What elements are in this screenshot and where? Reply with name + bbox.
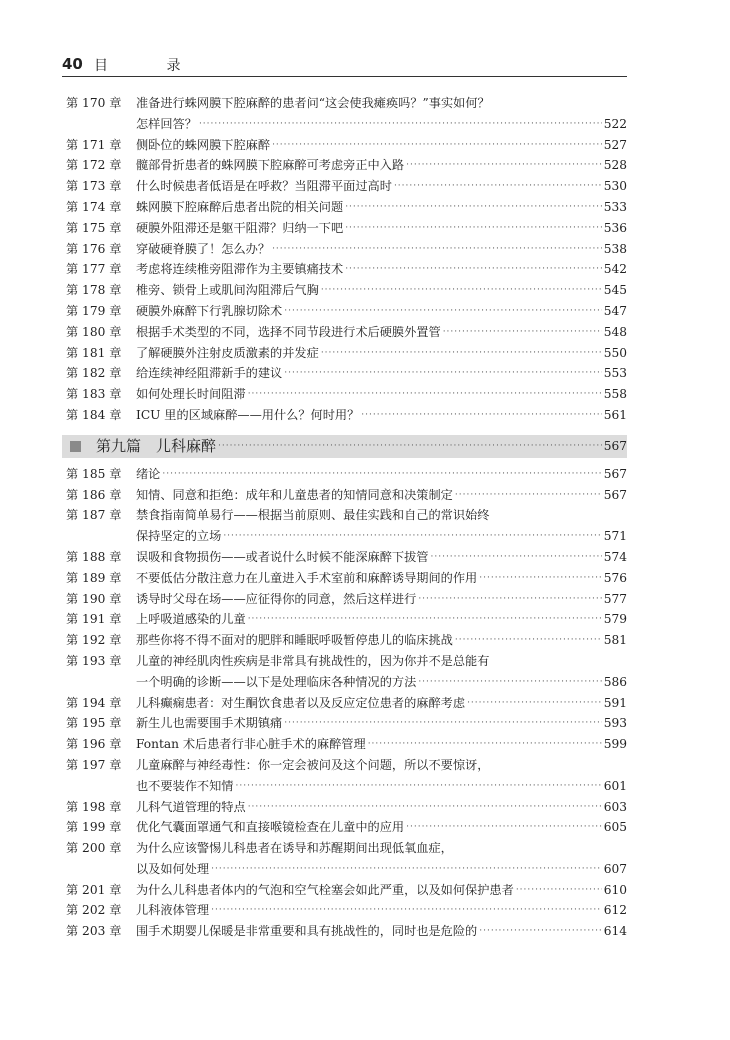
page-ref: 533 bbox=[603, 199, 627, 214]
chapter-number: 第 188 章 bbox=[66, 549, 122, 564]
page-ref: 601 bbox=[603, 778, 627, 793]
leader-dots bbox=[394, 176, 602, 197]
page-ref: 612 bbox=[603, 903, 627, 918]
chapter-title: 也不要装作不知情 bbox=[136, 778, 234, 793]
toc-entry[interactable] bbox=[62, 343, 627, 364]
chapter-title: 如何处理长时间阻滞 bbox=[136, 387, 246, 402]
chapter-number: 第 180 章 bbox=[66, 324, 122, 339]
leader-dots bbox=[211, 900, 602, 921]
chapter-number: 第 179 章 bbox=[66, 303, 122, 318]
toc-entry[interactable] bbox=[62, 651, 627, 672]
toc-entry[interactable] bbox=[62, 547, 627, 568]
chapter-number: 第 203 章 bbox=[66, 924, 122, 939]
chapter-title: 穿破硬脊膜了！怎么办？ bbox=[136, 241, 271, 256]
toc-entry[interactable] bbox=[62, 155, 627, 176]
chapter-title: 诱导时父母在场——应征得你的同意，然后这样进行 bbox=[136, 591, 417, 606]
chapter-title: 怎样回答？ bbox=[136, 116, 197, 131]
leader-dots bbox=[455, 630, 602, 651]
leader-dots bbox=[199, 114, 602, 135]
toc-entry[interactable] bbox=[62, 900, 627, 921]
leader-dots bbox=[284, 363, 601, 384]
part-title: 第九篇 儿科麻醉 bbox=[96, 436, 217, 455]
leader-dots bbox=[211, 859, 602, 880]
chapter-title: 蛛网膜下腔麻醉后患者出院的相关问题 bbox=[136, 199, 344, 214]
page-ref: 553 bbox=[603, 366, 627, 381]
page-ref: 581 bbox=[603, 633, 627, 648]
page-ref: 536 bbox=[603, 220, 627, 235]
toc-entry[interactable] bbox=[62, 880, 627, 901]
toc-entry[interactable] bbox=[62, 93, 627, 114]
leader-dots bbox=[479, 568, 601, 589]
chapter-title: 儿科气道管理的特点 bbox=[136, 799, 246, 814]
leader-dots bbox=[418, 589, 601, 610]
table-of-contents bbox=[62, 93, 627, 942]
chapter-title: 根据手术类型的不同，选择不同节段进行术后硬膜外置管 bbox=[136, 324, 441, 339]
toc-entry[interactable] bbox=[62, 197, 627, 218]
leader-dots bbox=[284, 713, 601, 734]
chapter-title: 误吸和食物损伤——或者说什么时候不能深麻醉下拔管 bbox=[136, 549, 429, 564]
chapter-title: 儿科癫痫患者：对生酮饮食患者以及反应定位患者的麻醉考虑 bbox=[136, 695, 466, 710]
chapter-number: 第 183 章 bbox=[66, 387, 122, 402]
toc-entry[interactable] bbox=[62, 817, 627, 838]
leader-dots bbox=[218, 435, 602, 458]
toc-entry[interactable] bbox=[62, 322, 627, 343]
leader-dots bbox=[272, 239, 602, 260]
chapter-title: ICU 里的区域麻醉——用什么？何时用？ bbox=[136, 407, 360, 422]
chapter-number: 第 176 章 bbox=[66, 241, 122, 256]
leader-dots bbox=[345, 197, 602, 218]
toc-entry[interactable] bbox=[62, 713, 627, 734]
header-rule bbox=[62, 76, 627, 77]
toc-entry[interactable] bbox=[62, 239, 627, 260]
chapter-title: 围手术期婴儿保暖是非常重要和具有挑战性的，同时也是危险的 bbox=[136, 924, 478, 939]
chapter-title: Fontan 术后患者行非心脏手术的麻醉管理 bbox=[136, 737, 366, 752]
page-ref: 591 bbox=[603, 695, 627, 710]
page-ref: 571 bbox=[603, 529, 627, 544]
toc-entry[interactable] bbox=[62, 176, 627, 197]
chapter-title: 一个明确的诊断——以下是处理临床各种情况的方法 bbox=[136, 674, 417, 689]
page-ref: 522 bbox=[603, 116, 627, 131]
page-ref: 614 bbox=[603, 924, 627, 939]
leader-dots bbox=[479, 921, 601, 942]
toc-entry[interactable] bbox=[62, 859, 627, 880]
chapter-number: 第 175 章 bbox=[66, 220, 122, 235]
page-ref: 527 bbox=[603, 137, 627, 152]
toc-entry[interactable] bbox=[62, 609, 627, 630]
chapter-title: 知情、同意和拒绝：成年和儿童患者的知情同意和决策制定 bbox=[136, 487, 453, 502]
chapter-number: 第 189 章 bbox=[66, 570, 122, 585]
chapter-number: 第 195 章 bbox=[66, 716, 122, 731]
toc-entry[interactable] bbox=[62, 280, 627, 301]
leader-dots bbox=[443, 322, 602, 343]
chapter-number: 第 198 章 bbox=[66, 799, 122, 814]
toc-entry[interactable] bbox=[62, 568, 627, 589]
page-ref: 547 bbox=[603, 303, 627, 318]
chapter-title: 上呼吸道感染的儿童 bbox=[136, 612, 246, 627]
page-ref: 561 bbox=[603, 407, 627, 422]
page-ref: 542 bbox=[603, 262, 627, 277]
leader-dots bbox=[223, 526, 601, 547]
toc-entry[interactable] bbox=[62, 776, 627, 797]
leader-dots bbox=[406, 155, 602, 176]
leader-dots bbox=[467, 693, 602, 714]
page-header bbox=[62, 55, 627, 77]
chapter-title: 禁食指南简单易行——根据当前原则、最佳实践和自己的常识始终 bbox=[136, 508, 490, 523]
toc-entry[interactable] bbox=[62, 301, 627, 322]
leader-dots bbox=[361, 405, 601, 426]
leader-dots bbox=[516, 880, 602, 901]
leader-dots bbox=[321, 280, 602, 301]
toc-entry[interactable] bbox=[62, 114, 627, 135]
toc-entry[interactable] bbox=[62, 135, 627, 156]
leader-dots bbox=[406, 817, 602, 838]
chapter-number: 第 202 章 bbox=[66, 903, 122, 918]
toc-entry[interactable] bbox=[62, 485, 627, 506]
chapter-number: 第 194 章 bbox=[66, 695, 122, 710]
chapter-title: 硬膜外阻滞还是躯干阻滞？归纳一下吧 bbox=[136, 220, 344, 235]
toc-entry[interactable] bbox=[62, 363, 627, 384]
leader-dots bbox=[345, 259, 602, 280]
toc-entry[interactable] bbox=[62, 218, 627, 239]
chapter-number: 第 178 章 bbox=[66, 283, 122, 298]
chapter-title: 为什么应该警惕儿科患者在诱导和苏醒期间出现低氧血症， bbox=[136, 841, 453, 856]
toc-entry[interactable] bbox=[62, 755, 627, 776]
chapter-title: 考虑将连续椎旁阻滞作为主要镇痛技术 bbox=[136, 262, 344, 277]
leader-dots bbox=[162, 464, 601, 485]
chapter-title: 给连续神经阻滞新手的建议 bbox=[136, 366, 283, 381]
toc-entry[interactable] bbox=[62, 693, 627, 714]
toc-entry[interactable] bbox=[62, 630, 627, 651]
leader-dots bbox=[455, 485, 602, 506]
chapter-title: 儿科液体管理 bbox=[136, 903, 210, 918]
page-ref: 574 bbox=[603, 549, 627, 564]
chapter-number: 第 197 章 bbox=[66, 757, 122, 772]
leader-dots bbox=[248, 609, 602, 630]
page-number: 40 bbox=[62, 55, 83, 73]
chapter-title: 髋部骨折患者的蛛网膜下腔麻醉可考虑旁正中入路 bbox=[136, 158, 405, 173]
toc-entry[interactable] bbox=[62, 589, 627, 610]
leader-dots bbox=[272, 135, 602, 156]
toc-entry[interactable] bbox=[62, 405, 627, 426]
page-ref: 576 bbox=[603, 570, 627, 585]
chapter-title: 优化气囊面罩通气和直接喉镜检查在儿童中的应用 bbox=[136, 820, 405, 835]
chapter-number: 第 182 章 bbox=[66, 366, 122, 381]
leader-dots bbox=[236, 776, 602, 797]
toc-entry[interactable] bbox=[62, 259, 627, 280]
page-ref: 610 bbox=[603, 882, 627, 897]
page-ref: 603 bbox=[603, 799, 627, 814]
part-heading[interactable] bbox=[62, 435, 627, 458]
part-page: 567 bbox=[603, 438, 627, 453]
chapter-number: 第 184 章 bbox=[66, 407, 122, 422]
chapter-number: 第 193 章 bbox=[66, 653, 122, 668]
chapter-title: 什么时候患者低语是在呼救？当阻滞平面过高时 bbox=[136, 179, 392, 194]
leader-dots bbox=[431, 547, 602, 568]
page-ref: 579 bbox=[603, 612, 627, 627]
chapter-number: 第 170 章 bbox=[66, 96, 122, 110]
page-ref: 548 bbox=[603, 324, 627, 339]
chapter-title: 为什么儿科患者体内的气泡和空气栓塞会如此严重，以及如何保护患者 bbox=[136, 882, 514, 897]
page-ref: 567 bbox=[603, 487, 627, 502]
chapter-title: 准备进行蛛网膜下腔麻醉的患者问“这会使我瘫痪吗？”事实如何？ bbox=[136, 96, 490, 110]
page-ref: 545 bbox=[603, 283, 627, 298]
chapter-number: 第 187 章 bbox=[66, 508, 122, 523]
page-ref: 577 bbox=[603, 591, 627, 606]
toc-entry[interactable] bbox=[62, 734, 627, 755]
toc-entry[interactable] bbox=[62, 672, 627, 693]
page-ref: 605 bbox=[603, 820, 627, 835]
chapter-number: 第 199 章 bbox=[66, 820, 122, 835]
page-ref: 567 bbox=[603, 466, 627, 481]
toc-group-part9 bbox=[62, 464, 627, 942]
chapter-number: 第 181 章 bbox=[66, 345, 122, 360]
toc-entry[interactable] bbox=[62, 921, 627, 942]
page-ref: 558 bbox=[603, 387, 627, 402]
page-ref: 593 bbox=[603, 716, 627, 731]
chapter-title: 新生儿也需要围手术期镇痛 bbox=[136, 716, 283, 731]
leader-dots bbox=[248, 384, 602, 405]
chapter-number: 第 191 章 bbox=[66, 612, 122, 627]
toc-entry[interactable] bbox=[62, 526, 627, 547]
chapter-number: 第 171 章 bbox=[66, 137, 122, 152]
toc-entry[interactable] bbox=[62, 797, 627, 818]
page-ref: 599 bbox=[603, 737, 627, 752]
chapter-title: 硬膜外麻醉下行乳腺切除术 bbox=[136, 303, 283, 318]
leader-dots bbox=[284, 301, 601, 322]
leader-dots bbox=[321, 343, 602, 364]
chapter-title: 不要低估分散注意力在儿童进入手术室前和麻醉诱导期间的作用 bbox=[136, 570, 478, 585]
chapter-number: 第 174 章 bbox=[66, 199, 122, 214]
chapter-title: 绪论 bbox=[136, 466, 161, 481]
chapter-number: 第 192 章 bbox=[66, 633, 122, 648]
chapter-title: 儿童麻醉与神经毒性：你一定会被问及这个问题，所以不要惊讶， bbox=[136, 757, 490, 772]
toc-entry[interactable] bbox=[62, 464, 627, 485]
chapter-title: 侧卧位的蛛网膜下腔麻醉 bbox=[136, 137, 271, 152]
page-ref: 550 bbox=[603, 345, 627, 360]
chapter-number: 第 185 章 bbox=[66, 466, 122, 481]
toc-entry[interactable] bbox=[62, 838, 627, 859]
page-ref: 528 bbox=[603, 158, 627, 173]
chapter-title: 以及如何处理 bbox=[136, 861, 210, 876]
chapter-title: 保持坚定的立场 bbox=[136, 529, 222, 544]
chapter-number: 第 186 章 bbox=[66, 487, 122, 502]
page-ref: 530 bbox=[603, 179, 627, 194]
chapter-number: 第 173 章 bbox=[66, 179, 122, 194]
chapter-number: 第 172 章 bbox=[66, 158, 122, 173]
header-title: 目 录 bbox=[94, 58, 208, 74]
leader-dots bbox=[248, 797, 602, 818]
chapter-title: 那些你将不得不面对的肥胖和睡眠呼吸暂停患儿的临床挑战 bbox=[136, 633, 453, 648]
chapter-number: 第 190 章 bbox=[66, 591, 122, 606]
leader-dots bbox=[345, 218, 602, 239]
part-square-icon bbox=[70, 441, 81, 452]
chapter-title: 了解硬膜外注射皮质激素的并发症 bbox=[136, 345, 319, 360]
chapter-title: 儿童的神经肌肉性疾病是非常具有挑战性的，因为你并不是总能有 bbox=[136, 653, 490, 668]
chapter-number: 第 177 章 bbox=[66, 262, 122, 277]
leader-dots bbox=[368, 734, 602, 755]
page-ref: 586 bbox=[603, 674, 627, 689]
toc-group-part8 bbox=[62, 93, 627, 426]
page-ref: 538 bbox=[603, 241, 627, 256]
chapter-title: 椎旁、锁骨上或肌间沟阻滞后气胸 bbox=[136, 283, 319, 298]
page-ref: 607 bbox=[603, 861, 627, 876]
toc-entry[interactable] bbox=[62, 505, 627, 526]
chapter-number: 第 200 章 bbox=[66, 841, 122, 856]
chapter-number: 第 196 章 bbox=[66, 737, 122, 752]
chapter-number: 第 201 章 bbox=[66, 882, 122, 897]
toc-entry[interactable] bbox=[62, 384, 627, 405]
leader-dots bbox=[418, 672, 601, 693]
